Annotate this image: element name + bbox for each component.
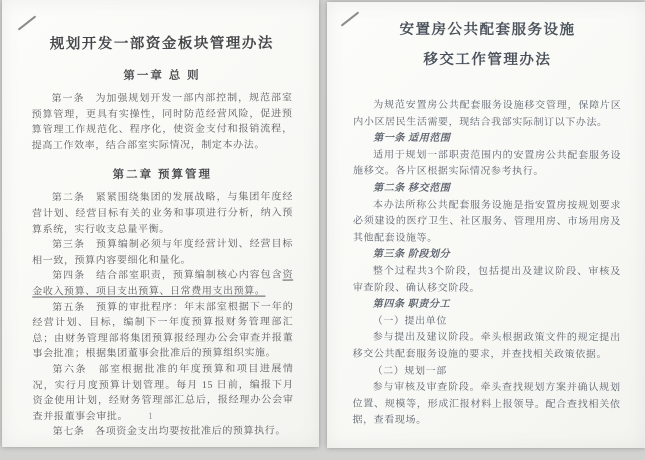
left-page-content: [1, 0, 320, 448]
article-4-underlined-clause: 资金收入预算、项目支出预算、日常费用支出预算。: [32, 269, 294, 298]
article-2-heading: 第二条 移交范围: [373, 182, 451, 194]
article-4-heading: 第四条 职责分工: [372, 298, 451, 311]
intro-paragraph: 为规范安置房公共配套服务设施移交管理，保障片区内小区居民生活需要，现结合我部实际制订以下办法。: [353, 99, 622, 128]
right-document-page: [327, 2, 645, 448]
article-3-body: 整个过程共3个阶段，包括提出及建议阶段、审核及审查阶段、确认移交阶段。: [352, 265, 621, 294]
article-4-lead-text: 第四条 结合部室职责，预算编制核心内容包含: [52, 269, 283, 282]
article-1-heading: 第一条 适用范围: [373, 132, 451, 145]
chapter1-heading: 第一章 总 则: [123, 69, 201, 83]
duty-item-1-body: 参与提出及建议阶段。牵头根据政策文件的规定提出移交公共配套服务设施的要求，并查找相关政策依据。: [352, 332, 621, 361]
left-page-body: [32, 91, 294, 441]
article-2-body: 本办法所称公共配套服务设施是指安置房按规划要求必须建设的医疗卫生、社区服务、管理用房、市场用房及其他配套设施等。: [352, 199, 622, 244]
title-body-spacer: [353, 80, 621, 99]
article-5-paragraph: 第五条 预算的审批程序：年末部室根据下一年的经营计划、目标，编制下一年度预算报财务管理部汇总；由财务管理部将集团预算报经理办公会审查并报董事会批准；根据集团董事会批准后的预算组织实施。: [32, 301, 294, 360]
chapter2-heading: 第二章 预算管理: [112, 169, 213, 182]
article-7-paragraph: 第七条 各项资金支出均要按批准后的预算执行。: [52, 425, 286, 438]
left-page-title: 规划开发一部资金板块管理办法: [49, 35, 274, 53]
duty-item-2-body: 参与审核及审查阶段。牵头查找规划方案并确认规划位置、规模等，形成汇报材料上报领导。配合查找相关依据，查看现场。: [352, 381, 621, 427]
right-page-title-line1: 安置房公共配套服务设施: [399, 21, 576, 39]
article-4-paragraph: [32, 268, 293, 300]
right-page-content: [326, 2, 645, 449]
article-3-heading: 第三条 阶段划分: [372, 249, 451, 261]
article-3-paragraph: 第三条 预算编制必须与年度经营计划、经营目标相一致，预算内容要细化和量化。: [32, 238, 294, 267]
article-2-paragraph: 第二条 紧紧围绕集团的发展战略，与集团年度经营计划、经营目标有关的业务和事项进行分析，纳入预算系统，实行收支总量平衡。: [31, 191, 293, 236]
right-page-body: [352, 98, 621, 431]
article-1-body: 适用于规划一部职责范围内的安置房公共配套服务设施移交。各片区根据实际情况参考执行。: [353, 149, 622, 178]
duty-item-1-heading: （一）提出单位: [372, 315, 447, 327]
left-document-page: [2, 0, 319, 447]
article-6-paragraph: 第六条 部室根据批准的年度预算和项目进展情况，实行月度预算计划管理。每月 15 日前，编报下月资金使用计划，经财务管理部汇总后，报经理办公会审查并报董事会审批。: [32, 363, 294, 423]
right-page-title-line2: 移交工作管理办法: [423, 51, 552, 69]
duty-item-2-heading: （二）规划一部: [372, 365, 447, 377]
page-number: 1: [148, 411, 153, 421]
article-1-paragraph: 第一条 为加强规划开发一部内部控制，规范部室预算管理，更具有实操性，同时防范经营风险，促进预算管理工作规范化、程序化，使资金支付和报销流程，提高工作效率，结合部室实际情况，制定本办法。: [31, 92, 293, 152]
